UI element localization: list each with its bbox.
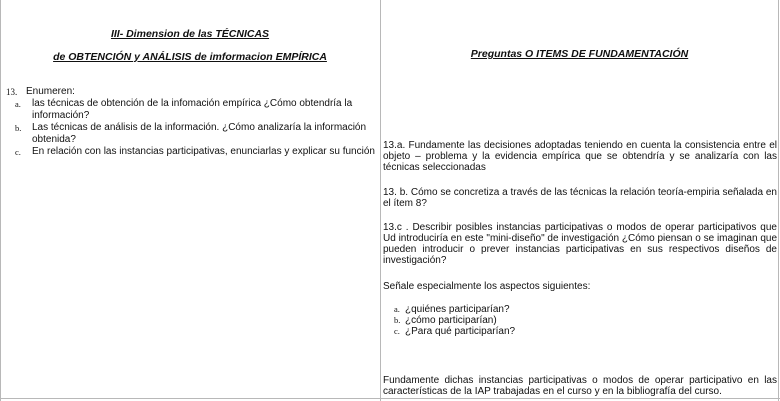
- item-text: ¿quiénes participarían?: [405, 304, 510, 315]
- item-text: las técnicas de obtención de la infomación empírica ¿Cómo obtendría la información?: [32, 98, 353, 121]
- list-item: [6, 98, 380, 122]
- item-text: ¿Para qué participarían?: [405, 326, 516, 337]
- item-text: Las técnicas de análisis de la información. ¿Cómo analizaría la información obtenida?: [32, 122, 367, 145]
- paragraph-final: Fundamente dichas instancias participativas o modos de operar participativo en las características de la IAP trabajadas en el curso y en la bibliografía del curso.: [383, 375, 777, 397]
- table-column-divider: [380, 0, 381, 401]
- table-border-right: [778, 0, 779, 401]
- question-number: 13.: [6, 87, 18, 97]
- list-item: [383, 315, 515, 326]
- item-marker: c.: [15, 147, 21, 157]
- paragraph-13a: 13.a. Fundamente las decisiones adoptadas teniendo en cuenta la consistencia entre el objeto – problema y la evidencia empírica que se obtendría y se analizaría con las técnicas seleccionadas: [383, 140, 777, 173]
- list-item: [383, 304, 515, 315]
- item-text: En relación con las instancias participativas, enunciarlas y explicar su función: [32, 146, 375, 157]
- paragraph-13c: 13.c . Describir posibles instancias participativas o modos de operar participativos que Ud introduciría en este "mini-diseño" de investigación ¿Cómo piensan o se imaginan que pueden introducir o prever instancias participativas en sus respectivos diseños de investigación?: [383, 222, 777, 266]
- question-13-list: [6, 86, 380, 158]
- item-marker: b.: [15, 123, 22, 133]
- left-heading-line2: de OBTENCIÓN y ANÁLISIS de imformacion EMPÍRICA: [53, 51, 327, 63]
- list-item: [6, 122, 380, 146]
- item-marker: b.: [394, 315, 401, 325]
- item-marker: a.: [15, 99, 21, 109]
- list-item: [383, 326, 515, 337]
- left-heading-line1: III- Dimension de las TÉCNICAS: [110, 28, 270, 40]
- item-text: ¿cómo participarían): [405, 315, 497, 326]
- paragraph-13b: 13. b. Cómo se concretiza a través de las técnicas la relación teoría-empiria señalada en el ítem 8?: [383, 187, 777, 209]
- question-title: Enumeren:: [26, 86, 75, 97]
- aspects-list: [383, 304, 515, 337]
- question-13: [6, 86, 380, 98]
- table-row-divider: [0, 398, 780, 399]
- item-marker: a.: [394, 304, 400, 314]
- paragraph-senale: Señale especialmente los aspectos siguientes:: [383, 281, 591, 292]
- item-marker: c.: [394, 326, 400, 336]
- list-item: [6, 146, 380, 158]
- right-heading: Preguntas O ITEMS DE FUNDAMENTACIÓN: [470, 48, 689, 60]
